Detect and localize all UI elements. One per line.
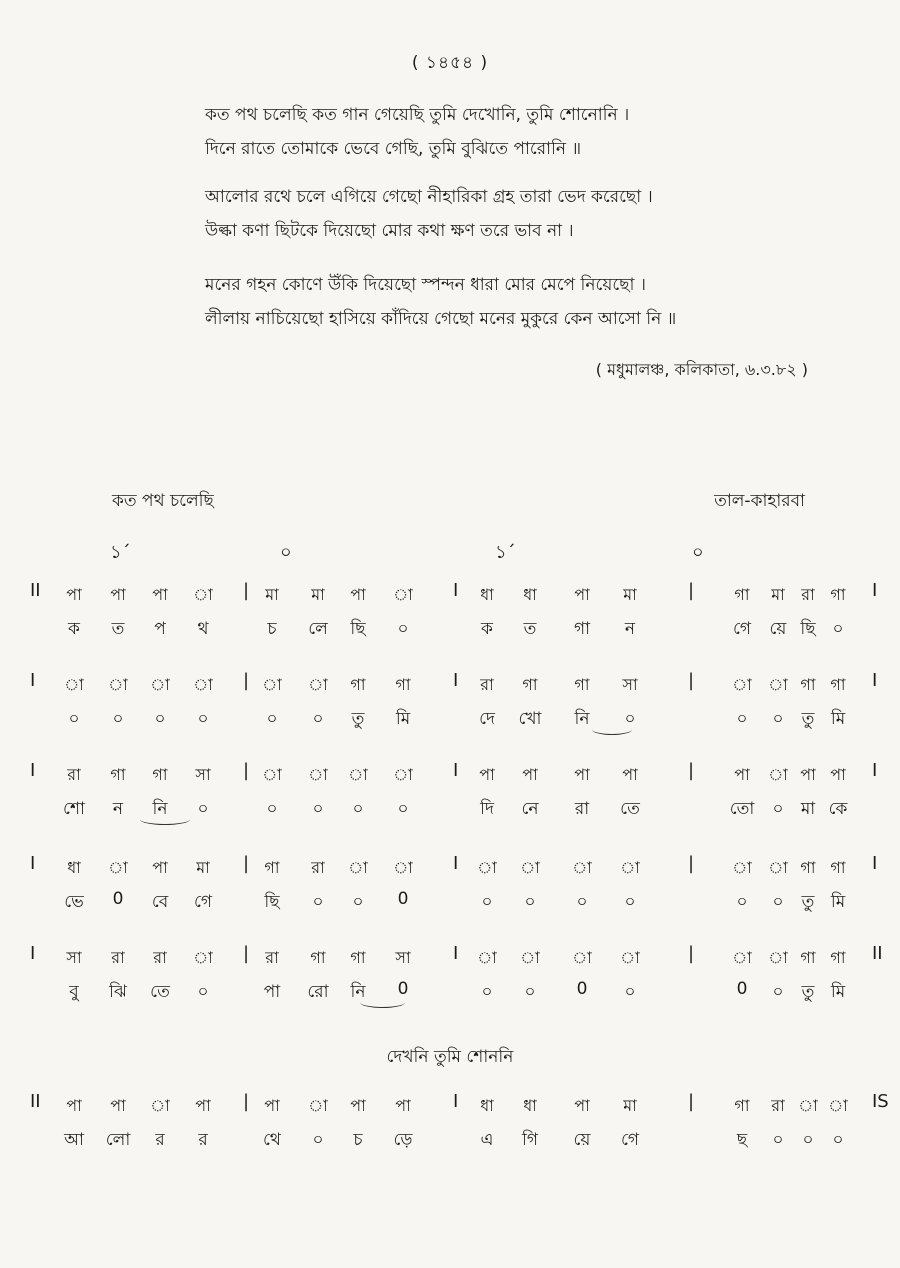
swara-note: ধা: [523, 1096, 537, 1115]
swara-note: া: [193, 675, 213, 694]
lyric-syllable: নে: [521, 799, 539, 819]
lyric-syllable: ০: [197, 799, 209, 819]
notation-row: [0, 582, 900, 662]
lyric-syllable: রা: [574, 799, 590, 819]
lyric-syllable: গে: [732, 619, 752, 639]
swara-note: রা: [153, 948, 167, 967]
bar-separator: |: [243, 1091, 250, 1112]
lyric-syllable: থে: [263, 1130, 281, 1150]
lyric-syllable: 0: [397, 889, 409, 909]
swara-note: া: [193, 585, 213, 604]
lyric-syllable: ভে: [64, 892, 84, 912]
lyric-syllable: চ: [353, 1130, 363, 1150]
bar-separator: IS: [872, 1091, 889, 1112]
swara-note: পা: [830, 765, 846, 784]
swara-note: মা: [623, 1096, 637, 1115]
lyric-syllable: তে: [150, 982, 170, 1002]
lyric-syllable: ০: [154, 709, 166, 729]
lyric-syllable: ০: [772, 1130, 784, 1150]
lyric-syllable: লো: [105, 1130, 131, 1150]
swara-note: মা: [623, 585, 637, 604]
lyric-syllable: গে: [193, 892, 213, 912]
lyric-syllable: খো: [518, 709, 542, 729]
swara-note: রা: [480, 675, 494, 694]
poem-line: আলোর রথে চলে এগিয়ে গেছো নীহারিকা গ্রহ তারা ভেদ করেছো ।: [205, 187, 653, 207]
lyric-syllable: ক: [68, 619, 80, 639]
beat-mark: ০: [280, 542, 292, 563]
beat-mark: ০: [692, 542, 704, 563]
lyric-syllable: 0: [736, 979, 748, 999]
lyric-syllable: শো: [63, 799, 85, 819]
bar-separator: |: [688, 580, 695, 601]
lyric-syllable: তে: [620, 799, 640, 819]
swara-note: পা: [734, 765, 750, 784]
swara-note: পা: [110, 1096, 126, 1115]
swara-note: া: [108, 858, 128, 877]
lyric-syllable: য়ে: [769, 619, 787, 639]
swara-note: া: [768, 948, 788, 967]
swara-note: মা: [196, 858, 210, 877]
lyric-syllable: লে: [308, 619, 328, 639]
swara-note: গা: [800, 675, 816, 694]
lyric-syllable: দি: [480, 799, 494, 819]
lyric-syllable: ০: [576, 892, 588, 912]
swara-note: পা: [574, 765, 590, 784]
bar-separator: I: [453, 943, 459, 964]
swara-note: রা: [311, 858, 325, 877]
lyric-syllable: ০: [312, 799, 324, 819]
lyric-syllable: ০: [624, 709, 636, 729]
bar-separator: I: [872, 760, 878, 781]
swara-note: পা: [264, 1096, 280, 1115]
lyric-syllable: ০: [352, 892, 364, 912]
poem-line: লীলায় নাচিয়েছো হাসিয়ে কাঁদিয়ে গেছো মনের মুকুরে কেন আসো নি ॥: [205, 309, 677, 329]
lyric-syllable: তো: [729, 799, 755, 819]
swara-note: া: [520, 948, 540, 967]
swara-note: পা: [574, 585, 590, 604]
lyric-syllable: নি: [350, 982, 366, 1002]
lyric-syllable: ছি: [264, 892, 280, 912]
poem-line: কত পথ চলেছি কত গান গেয়েছি তুমি দেখোনি, তুমি শোনোনি ।: [205, 105, 630, 125]
lyric-syllable: তু: [801, 982, 815, 1002]
notation-row: [0, 672, 900, 752]
swara-note: পা: [195, 1096, 211, 1115]
lyric-syllable: পা: [263, 982, 281, 1002]
swara-note: ধা: [480, 585, 494, 604]
bar-separator: |: [688, 670, 695, 691]
slur-mark: [592, 724, 632, 735]
row-barline: II: [30, 1091, 41, 1112]
swara-note: া: [393, 585, 413, 604]
swara-note: া: [308, 765, 328, 784]
bar-separator: |: [688, 760, 695, 781]
swara-note: গা: [574, 675, 590, 694]
lyric-syllable: থ: [197, 619, 209, 639]
swara-note: পা: [152, 585, 168, 604]
swara-note: মা: [265, 585, 279, 604]
bar-separator: II: [872, 943, 883, 964]
swara-note: পা: [66, 585, 82, 604]
swara-note: া: [108, 675, 128, 694]
lyric-syllable: ড়ে: [393, 1130, 413, 1150]
swara-note: গা: [152, 765, 168, 784]
taal-label: তাল-কাহারবা: [714, 491, 805, 511]
swara-note: া: [798, 1096, 818, 1115]
lyric-syllable: ০: [312, 892, 324, 912]
lyric-syllable: ছি: [800, 619, 816, 639]
swara-note: া: [393, 765, 413, 784]
swara-note: পা: [574, 1096, 590, 1115]
swara-note: পা: [152, 858, 168, 877]
lyric-syllable: ০: [524, 982, 536, 1002]
swara-note: পা: [350, 1096, 366, 1115]
swara-note: গা: [110, 765, 126, 784]
lyric-syllable: ০: [624, 892, 636, 912]
lyric-syllable: ক: [481, 619, 493, 639]
swara-note: া: [768, 675, 788, 694]
lyric-syllable: নি: [574, 709, 590, 729]
swara-note: া: [150, 1096, 170, 1115]
swara-note: গা: [830, 585, 846, 604]
poem-stanza-3: [205, 268, 865, 336]
swara-note: া: [262, 765, 282, 784]
poem-line: উল্কা কণা ছিটকে দিয়েছো মোর কথা ক্ষণ তরে ভাব না ।: [205, 221, 574, 241]
bar-separator: |: [688, 1091, 695, 1112]
poem-source: ( মধুমালঞ্চ, কলিকাতা, ৬.৩.৮২ ): [595, 360, 808, 379]
swara-note: া: [732, 858, 752, 877]
lyric-syllable: ০: [197, 709, 209, 729]
lyric-syllable: 0: [576, 979, 588, 999]
beat-mark: ১´: [110, 542, 131, 563]
swara-note: া: [308, 675, 328, 694]
swara-note: মা: [771, 585, 785, 604]
swara-note: া: [572, 858, 592, 877]
lyric-syllable: 0: [397, 979, 409, 999]
lyric-syllable: ন: [624, 619, 636, 639]
page-number: ( ১৪৫৪ ): [411, 53, 489, 73]
bar-separator: |: [243, 943, 250, 964]
swara-note: া: [572, 948, 592, 967]
swara-note: সা: [66, 948, 82, 967]
swara-note: গা: [522, 675, 538, 694]
swara-note: সা: [622, 675, 638, 694]
lyric-syllable: তু: [801, 709, 815, 729]
swara-note: সা: [395, 948, 411, 967]
swara-note: গা: [800, 948, 816, 967]
swara-note: া: [732, 948, 752, 967]
swara-note: া: [828, 1096, 848, 1115]
lyric-syllable: রো: [307, 982, 329, 1002]
swara-note: পা: [110, 585, 126, 604]
lyric-syllable: ০: [736, 892, 748, 912]
swara-note: গা: [395, 675, 411, 694]
swara-note: া: [308, 1096, 328, 1115]
lyric-syllable: র: [198, 1130, 208, 1150]
slur-mark: [140, 814, 190, 825]
lyric-syllable: র: [155, 1130, 165, 1150]
swara-note: ধা: [523, 585, 537, 604]
notation-row: [0, 762, 900, 842]
swara-note: পা: [800, 765, 816, 784]
bar-separator: |: [688, 943, 695, 964]
lyric-syllable: আ: [64, 1130, 84, 1150]
bar-separator: |: [243, 853, 250, 874]
lyric-syllable: কে: [828, 799, 848, 819]
lyric-syllable: মি: [830, 709, 846, 729]
swara-note: পা: [395, 1096, 411, 1115]
lyric-syllable: ০: [312, 1130, 324, 1150]
beat-mark: ১´: [495, 542, 516, 563]
swara-note: গা: [830, 858, 846, 877]
lyric-syllable: বু: [69, 982, 79, 1002]
lyric-syllable: ০: [312, 709, 324, 729]
bar-separator: |: [243, 670, 250, 691]
lyric-syllable: ০: [624, 982, 636, 1002]
bar-separator: I: [453, 760, 459, 781]
swara-note: পা: [66, 1096, 82, 1115]
poem-line: দিনে রাতে তোমাকে ভেবে গেছি, তুমি বুঝিতে পারোনি ॥: [205, 139, 582, 159]
swara-note: গা: [310, 948, 326, 967]
row-barline: II: [30, 580, 41, 601]
swara-note: পা: [522, 765, 538, 784]
swara-note: া: [477, 858, 497, 877]
row-barline: I: [30, 943, 36, 964]
swara-note: া: [732, 675, 752, 694]
notation-row: [0, 945, 900, 1025]
lyric-syllable: তু: [351, 709, 365, 729]
lyric-syllable: ছি: [350, 619, 366, 639]
poem-line: মনের গহন কোণে উঁকি দিয়েছো স্পন্দন ধারা মোর মেপে নিয়েছো ।: [205, 275, 646, 295]
swara-note: া: [620, 858, 640, 877]
lyric-syllable: চ: [267, 619, 277, 639]
row-barline: I: [30, 853, 36, 874]
lyric-syllable: ন: [112, 799, 124, 819]
lyric-syllable: ০: [352, 799, 364, 819]
swara-note: গা: [800, 858, 816, 877]
beat-marks: [0, 538, 900, 568]
bar-separator: I: [453, 670, 459, 691]
swara-note: রা: [111, 948, 125, 967]
lyric-syllable: ০: [68, 709, 80, 729]
bar-separator: I: [453, 853, 459, 874]
swara-note: পা: [479, 765, 495, 784]
lyric-syllable: ০: [266, 799, 278, 819]
swara-note: রা: [265, 948, 279, 967]
lyric-syllable: ০: [832, 1130, 844, 1150]
swara-note: রা: [771, 1096, 785, 1115]
swara-note: পা: [350, 585, 366, 604]
song-title: কত পথ চলেছি: [112, 491, 214, 511]
bar-separator: |: [243, 760, 250, 781]
lyric-syllable: ০: [266, 709, 278, 729]
lyric-syllable: ০: [481, 892, 493, 912]
lyric-syllable: গি: [521, 1130, 538, 1150]
lyric-syllable: ০: [772, 709, 784, 729]
bar-separator: |: [243, 580, 250, 601]
lyric-syllable: মা: [800, 799, 816, 819]
lyric-syllable: গে: [620, 1130, 640, 1150]
swara-note: গা: [830, 675, 846, 694]
lyric-syllable: গা: [573, 619, 591, 639]
lyric-syllable: ত: [111, 619, 125, 639]
poem-stanza-1: [205, 98, 865, 166]
lyric-syllable: প: [154, 619, 166, 639]
bar-separator: I: [872, 580, 878, 601]
bar-separator: I: [872, 670, 878, 691]
lyric-syllable: ০: [802, 1130, 814, 1150]
lyric-syllable: দে: [479, 709, 495, 729]
slur-mark: [360, 997, 405, 1008]
swara-note: া: [768, 765, 788, 784]
lyric-syllable: মি: [830, 982, 846, 1002]
lyric-syllable: নি: [152, 799, 168, 819]
swara-note: া: [520, 858, 540, 877]
lyric-syllable: 0: [112, 889, 124, 909]
lyric-syllable: ছ: [736, 1130, 748, 1150]
swara-note: া: [393, 858, 413, 877]
swara-note: গা: [350, 675, 366, 694]
lyric-syllable: মি: [830, 892, 846, 912]
swara-note: া: [348, 765, 368, 784]
lyric-syllable: ০: [112, 709, 124, 729]
lyric-syllable: এ: [480, 1130, 494, 1150]
lyric-syllable: মি: [395, 709, 411, 729]
swara-note: গা: [734, 585, 750, 604]
lyric-syllable: ঝি: [109, 982, 127, 1002]
swara-note: া: [477, 948, 497, 967]
poem-stanza-2: [205, 180, 865, 248]
lyric-syllable: ০: [772, 982, 784, 1002]
notation-row: [0, 855, 900, 935]
bar-separator: |: [688, 853, 695, 874]
lyric-syllable: ০: [832, 619, 844, 639]
lyric-syllable: ০: [772, 799, 784, 819]
swara-note: পা: [622, 765, 638, 784]
swara-note: গা: [264, 858, 280, 877]
lyric-syllable: ০: [736, 709, 748, 729]
swara-note: রা: [801, 585, 815, 604]
swara-note: ধা: [67, 858, 81, 877]
swara-note: গা: [350, 948, 366, 967]
swara-note: সা: [195, 765, 211, 784]
swara-note: া: [262, 675, 282, 694]
notation-row: [0, 1093, 900, 1173]
lyric-syllable: ০: [397, 799, 409, 819]
lyric-syllable: বে: [151, 892, 169, 912]
lyric-syllable: ০: [397, 619, 409, 639]
section-title: দেখনি তুমি শোননি: [386, 1047, 514, 1067]
swara-note: া: [768, 858, 788, 877]
bar-separator: I: [453, 1091, 459, 1112]
row-barline: I: [30, 670, 36, 691]
lyric-syllable: ০: [524, 892, 536, 912]
swara-note: গা: [830, 948, 846, 967]
swara-note: া: [348, 858, 368, 877]
swara-note: মা: [311, 585, 325, 604]
swara-note: গা: [734, 1096, 750, 1115]
lyric-syllable: ০: [197, 982, 209, 1002]
swara-note: রা: [67, 765, 81, 784]
lyric-syllable: ০: [772, 892, 784, 912]
swara-note: া: [150, 675, 170, 694]
swara-note: ধা: [480, 1096, 494, 1115]
lyric-syllable: ত: [523, 619, 537, 639]
bar-separator: I: [453, 580, 459, 601]
bar-separator: I: [872, 853, 878, 874]
swara-note: া: [64, 675, 84, 694]
swara-note: া: [620, 948, 640, 967]
lyric-syllable: তু: [801, 892, 815, 912]
swara-note: া: [193, 948, 213, 967]
lyric-syllable: য়ে: [573, 1130, 591, 1150]
row-barline: I: [30, 760, 36, 781]
lyric-syllable: ০: [481, 982, 493, 1002]
